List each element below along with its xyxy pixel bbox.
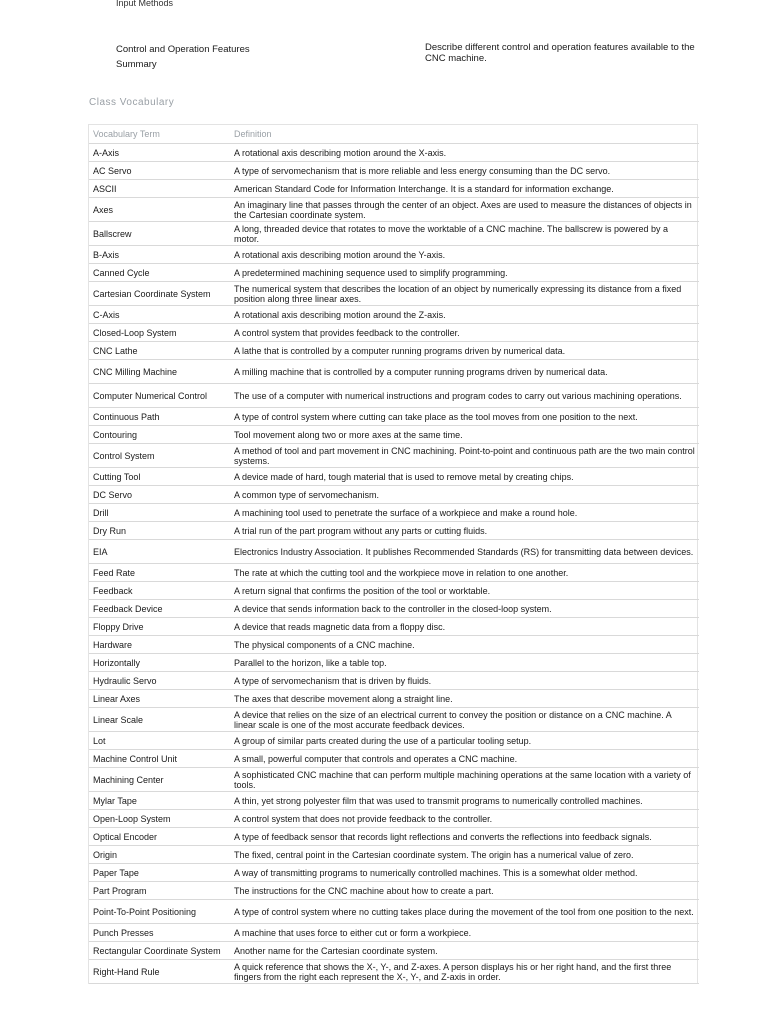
vocabulary-definition: A rotational axis describing motion around the Y-axis.: [230, 246, 699, 264]
vocabulary-term: Paper Tape: [89, 864, 230, 882]
table-row: [89, 246, 699, 264]
vocabulary-term: DC Servo: [89, 486, 230, 504]
table-row: [89, 162, 699, 180]
vocabulary-definition: A long, threaded device that rotates to move the worktable of a CNC machine. The ballscrew is powered by a motor.: [230, 222, 699, 246]
table-row: [89, 792, 699, 810]
vocabulary-definition: A control system that does not provide feedback to the controller.: [230, 810, 699, 828]
vocabulary-definition: A quick reference that shows the X-, Y-, and Z-axes. A person displays his or her right hand, and the first three fingers from the right each represent the X-, Y-, and Z-axis in order.: [230, 960, 699, 984]
vocabulary-definition: A type of servomechanism that is more reliable and less energy consuming than the DC servo.: [230, 162, 699, 180]
vocabulary-term: Mylar Tape: [89, 792, 230, 810]
vocabulary-term: Machine Control Unit: [89, 750, 230, 768]
vocabulary-term: C-Axis: [89, 306, 230, 324]
vocabulary-definition: American Standard Code for Information Interchange. It is a standard for information exchange.: [230, 180, 699, 198]
vocabulary-definition: A rotational axis describing motion around the X-axis.: [230, 144, 699, 162]
vocabulary-term: ASCII: [89, 180, 230, 198]
vocabulary-term: Control System: [89, 444, 230, 468]
vocabulary-term: Horizontally: [89, 654, 230, 672]
table-row: [89, 960, 699, 984]
vocabulary-definition: An imaginary line that passes through the center of an object. Axes are used to measure the distances of objects in the Cartesian coordinate system.: [230, 198, 699, 222]
vocabulary-definition: A device that reads magnetic data from a floppy disc.: [230, 618, 699, 636]
table-row: [89, 144, 699, 162]
vocabulary-definition: A common type of servomechanism.: [230, 486, 699, 504]
table-row: [89, 426, 699, 444]
vocabulary-definition: Another name for the Cartesian coordinate system.: [230, 942, 699, 960]
vocabulary-definition: A type of servomechanism that is driven by fluids.: [230, 672, 699, 690]
vocabulary-definition: The instructions for the CNC machine about how to create a part.: [230, 882, 699, 900]
vocabulary-definition: A sophisticated CNC machine that can perform multiple machining operations at the same location with a variety of tools.: [230, 768, 699, 792]
section-title: Class Vocabulary: [89, 97, 175, 108]
table-row: [89, 282, 699, 306]
table-row: [89, 264, 699, 282]
table-row: [89, 882, 699, 900]
vocabulary-term: Continuous Path: [89, 408, 230, 426]
vocabulary-definition: A method of tool and part movement in CNC machining. Point-to-point and continuous path are the two main control systems.: [230, 444, 699, 468]
vocabulary-definition: A return signal that confirms the position of the tool or worktable.: [230, 582, 699, 600]
table-row: [89, 768, 699, 792]
table-row: [89, 444, 699, 468]
vocabulary-term: Drill: [89, 504, 230, 522]
table-row: [89, 600, 699, 618]
vocabulary-term: Punch Presses: [89, 924, 230, 942]
vocabulary-table-body: [89, 144, 699, 984]
vocabulary-term: Optical Encoder: [89, 828, 230, 846]
vocabulary-term: Hardware: [89, 636, 230, 654]
vocabulary-term: B-Axis: [89, 246, 230, 264]
vocabulary-table-container: [88, 124, 698, 984]
vocabulary-term: Part Program: [89, 882, 230, 900]
vocabulary-term: Rectangular Coordinate System: [89, 942, 230, 960]
objective-item: Control and Operation Features: [116, 44, 250, 55]
vocabulary-definition: A machine that uses force to either cut or form a workpiece.: [230, 924, 699, 942]
table-row: [89, 360, 699, 384]
vocabulary-term: Canned Cycle: [89, 264, 230, 282]
vocabulary-definition: A group of similar parts created during the use of a particular tooling setup.: [230, 732, 699, 750]
vocabulary-term: Point-To-Point Positioning: [89, 900, 230, 924]
vocabulary-definition: A milling machine that is controlled by a computer running programs driven by numerical data.: [230, 360, 699, 384]
table-row: [89, 198, 699, 222]
vocabulary-definition: A machining tool used to penetrate the surface of a workpiece and make a round hole.: [230, 504, 699, 522]
objective-cut-text: Input Methods: [116, 0, 174, 8]
vocabulary-term: Hydraulic Servo: [89, 672, 230, 690]
vocabulary-term: AC Servo: [89, 162, 230, 180]
vocabulary-definition: A lathe that is controlled by a computer running programs driven by numerical data.: [230, 342, 699, 360]
vocabulary-term: Closed-Loop System: [89, 324, 230, 342]
vocabulary-definition: A rotational axis describing motion around the Z-axis.: [230, 306, 699, 324]
vocabulary-term: CNC Lathe: [89, 342, 230, 360]
table-row: [89, 690, 699, 708]
vocabulary-term: Open-Loop System: [89, 810, 230, 828]
table-row: [89, 924, 699, 942]
column-header-term: Vocabulary Term: [89, 125, 230, 144]
vocabulary-term: Computer Numerical Control: [89, 384, 230, 408]
vocabulary-term: Contouring: [89, 426, 230, 444]
table-row: [89, 900, 699, 924]
table-row: [89, 180, 699, 198]
table-row: [89, 306, 699, 324]
vocabulary-definition: Electronics Industry Association. It publishes Recommended Standards (RS) for transmitting data between devices.: [230, 540, 699, 564]
table-row: [89, 342, 699, 360]
vocabulary-definition: A way of transmitting programs to numerically controlled machines. This is a somewhat older method.: [230, 864, 699, 882]
vocabulary-term: Cartesian Coordinate System: [89, 282, 230, 306]
table-row: [89, 564, 699, 582]
vocabulary-definition: The rate at which the cutting tool and the workpiece move in relation to one another.: [230, 564, 699, 582]
table-row: [89, 468, 699, 486]
vocabulary-definition: A device that sends information back to the controller in the closed-loop system.: [230, 600, 699, 618]
table-row: [89, 486, 699, 504]
vocabulary-term: Ballscrew: [89, 222, 230, 246]
objectives-section: [0, 0, 768, 80]
vocabulary-definition: The use of a computer with numerical instructions and program codes to carry out various machining operations.: [230, 384, 699, 408]
table-row: [89, 222, 699, 246]
table-row: [89, 654, 699, 672]
vocabulary-term: Right-Hand Rule: [89, 960, 230, 984]
table-row: [89, 672, 699, 690]
table-row: [89, 384, 699, 408]
vocabulary-definition: Parallel to the horizon, like a table top.: [230, 654, 699, 672]
vocabulary-definition: A trial run of the part program without any parts or cutting fluids.: [230, 522, 699, 540]
vocabulary-term: Linear Scale: [89, 708, 230, 732]
vocabulary-term: Machining Center: [89, 768, 230, 792]
table-row: [89, 708, 699, 732]
table-row: [89, 504, 699, 522]
table-row: [89, 582, 699, 600]
column-header-definition: Definition: [230, 125, 699, 144]
vocabulary-term: Axes: [89, 198, 230, 222]
vocabulary-term: Cutting Tool: [89, 468, 230, 486]
objective-item: Summary: [116, 59, 157, 70]
vocabulary-term: Feedback: [89, 582, 230, 600]
vocabulary-table: [89, 125, 699, 984]
table-row: [89, 864, 699, 882]
vocabulary-definition: The physical components of a CNC machine.: [230, 636, 699, 654]
table-row: [89, 324, 699, 342]
table-row: [89, 618, 699, 636]
table-row: [89, 540, 699, 564]
vocabulary-definition: A device that relies on the size of an electrical current to convey the position or distance on a CNC machine. A linear scale is one of the most accurate feedback devices.: [230, 708, 699, 732]
vocabulary-definition: A small, powerful computer that controls and operates a CNC machine.: [230, 750, 699, 768]
vocabulary-term: Floppy Drive: [89, 618, 230, 636]
table-row: [89, 810, 699, 828]
vocabulary-definition: The numerical system that describes the location of an object by numerically expressing its distance from a fixed position along three linear axes.: [230, 282, 699, 306]
vocabulary-term: Feed Rate: [89, 564, 230, 582]
vocabulary-term: Linear Axes: [89, 690, 230, 708]
vocabulary-term: Lot: [89, 732, 230, 750]
vocabulary-definition: The fixed, central point in the Cartesian coordinate system. The origin has a numerical value of zero.: [230, 846, 699, 864]
table-header-row: [89, 125, 699, 144]
table-row: [89, 942, 699, 960]
vocabulary-term: Feedback Device: [89, 600, 230, 618]
table-row: [89, 750, 699, 768]
table-row: [89, 732, 699, 750]
vocabulary-definition: The axes that describe movement along a straight line.: [230, 690, 699, 708]
objective-description: Describe different control and operation features available to the CNC machine.: [425, 42, 695, 64]
vocabulary-term: Dry Run: [89, 522, 230, 540]
vocabulary-definition: A control system that provides feedback to the controller.: [230, 324, 699, 342]
vocabulary-definition: A type of control system where no cutting takes place during the movement of the tool from one position to the next.: [230, 900, 699, 924]
vocabulary-definition: A type of feedback sensor that records light reflections and converts the reflections into feedback signals.: [230, 828, 699, 846]
vocabulary-term: EIA: [89, 540, 230, 564]
vocabulary-definition: A device made of hard, tough material that is used to remove metal by creating chips.: [230, 468, 699, 486]
vocabulary-definition: A predetermined machining sequence used to simplify programming.: [230, 264, 699, 282]
vocabulary-definition: A thin, yet strong polyester film that was used to transmit programs to numerically controlled machines.: [230, 792, 699, 810]
vocabulary-definition: A type of control system where cutting can take place as the tool moves from one position to the next.: [230, 408, 699, 426]
table-row: [89, 408, 699, 426]
vocabulary-term: A-Axis: [89, 144, 230, 162]
table-row: [89, 846, 699, 864]
table-row: [89, 522, 699, 540]
table-row: [89, 636, 699, 654]
vocabulary-definition: Tool movement along two or more axes at the same time.: [230, 426, 699, 444]
table-row: [89, 828, 699, 846]
vocabulary-term: CNC Milling Machine: [89, 360, 230, 384]
vocabulary-term: Origin: [89, 846, 230, 864]
